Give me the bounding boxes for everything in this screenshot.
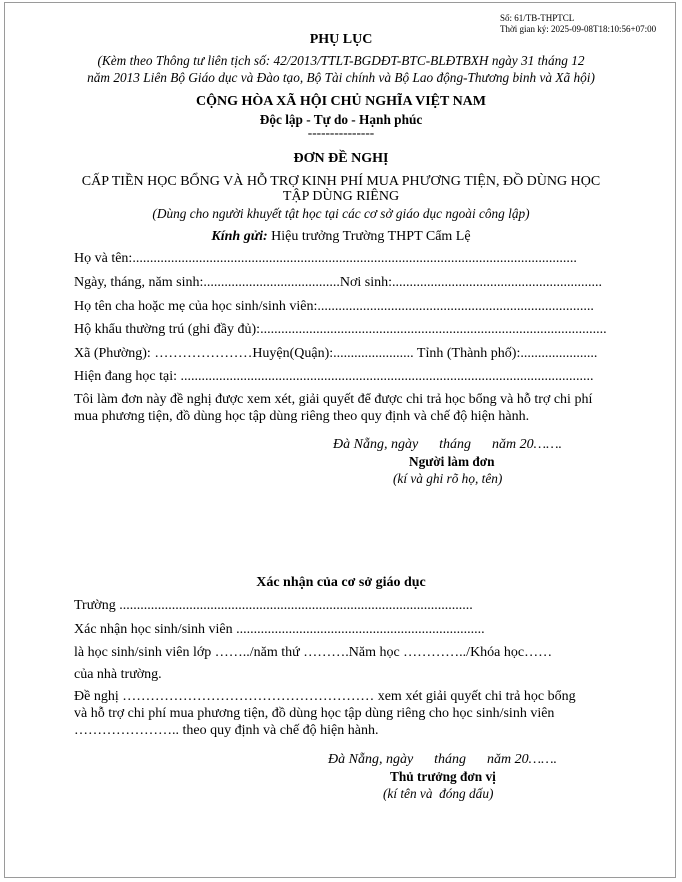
form-title: ĐƠN ĐỀ NGHỊ [293, 151, 389, 166]
document-number: Số: 61/TB-THPTCL [500, 13, 575, 23]
current-school-field: Hiện đang học tại: ...................................................................................................................... [74, 369, 594, 384]
confirm-school-field: Trường ..................................................................................................... [74, 598, 473, 613]
proposal-line2: và hỗ trợ chi phí mua phương tiện, đồ dùng học tập dùng riêng cho học sinh/sinh viên [74, 706, 555, 721]
legal-reference-line1: (Kèm theo Thông tư liên tịch số: 42/2013/TTLT-BGDĐT-BTC-BLĐTBXH ngày 31 tháng 12 [97, 53, 585, 68]
motto-rule: --------------- [307, 125, 375, 140]
usage-note: (Dùng cho người khuyết tật học tại các cơ sở giáo dục ngoài công lập) [152, 206, 530, 221]
applicant-sign-title: Người làm đơn [409, 454, 495, 469]
recipient-label: Kính gửi: [211, 229, 268, 244]
birth-field: Ngày, tháng, năm sinh:.......................................Nơi sinh:............................................................ [74, 275, 602, 290]
residence-field: Hộ khẩu thường trú (ghi đầy đủ):................................................................................................... [74, 322, 607, 337]
form-subtitle-line2: TẬP DÙNG RIÊNG [282, 189, 400, 204]
parent-name-field: Họ tên cha hoặc mẹ của học sinh/sinh viên:............................................................................... [74, 299, 594, 314]
head-place-date: Đà Nẵng, ngày tháng năm 20……. [328, 752, 558, 767]
confirm-class-field: là học sinh/sinh viên lớp ……../năm thứ ……….Năm học …………../Khóa học…… [74, 645, 553, 660]
applicant-place-date: Đà Nẵng, ngày tháng năm 20……. [333, 437, 563, 452]
recipient-line [0, 229, 682, 245]
legal-reference-line2: năm 2013 Liên Bộ Giáo dục và Đào tạo, Bộ Tài chính và Bộ Lao động-Thương binh và Xã hội) [87, 70, 595, 85]
form-subtitle-line1: CẤP TIỀN HỌC BỔNG VÀ HỖ TRỢ KINH PHÍ MUA PHƯƠNG TIỆN, ĐỒ DÙNG HỌC [81, 174, 601, 189]
signing-time: Thời gian ký: 2025-09-08T18:10:56+07:00 [500, 24, 657, 34]
confirm-student-field: Xác nhận học sinh/sinh viên ....................................................................... [74, 622, 485, 637]
recipient-name: Hiệu trưởng Trường THPT Cẩm Lệ [267, 229, 471, 244]
proposal-line1: Đề nghị ……………………………………………… xem xét giải quyết chi trả học bổng [74, 689, 576, 704]
request-text-line1: Tôi làm đơn này đề nghị được xem xét, giải quyết để được chi trả học bổng và hỗ trợ chi phí [74, 392, 593, 407]
appendix-title: PHỤ LỤC [309, 32, 373, 47]
country-name: CỘNG HÒA XÃ HỘI CHỦ NGHĨA VIỆT NAM [195, 94, 486, 109]
head-sign-title: Thủ trưởng đơn vị [390, 769, 496, 784]
proposal-line3: ………………….. theo quy định và chế độ hiện hành. [74, 723, 379, 738]
confirm-of-school: của nhà trường. [74, 667, 162, 682]
head-sign-note: (kí tên và đóng dấu) [383, 786, 494, 801]
full-name-field: Họ và tên:............................................................................................................................... [74, 251, 577, 266]
confirmation-heading: Xác nhận của cơ sở giáo dục [256, 575, 426, 590]
national-motto: Độc lập - Tự do - Hạnh phúc [259, 112, 423, 127]
address-field: Xã (Phường): …………………Huyện(Quận):....................... Tỉnh (Thành phố):...................... [74, 346, 598, 361]
request-text-line2: mua phương tiện, đồ dùng học tập dùng riêng theo quy định và chế độ hiện hành. [74, 409, 530, 424]
applicant-sign-note: (kí và ghi rõ họ, tên) [393, 471, 503, 486]
